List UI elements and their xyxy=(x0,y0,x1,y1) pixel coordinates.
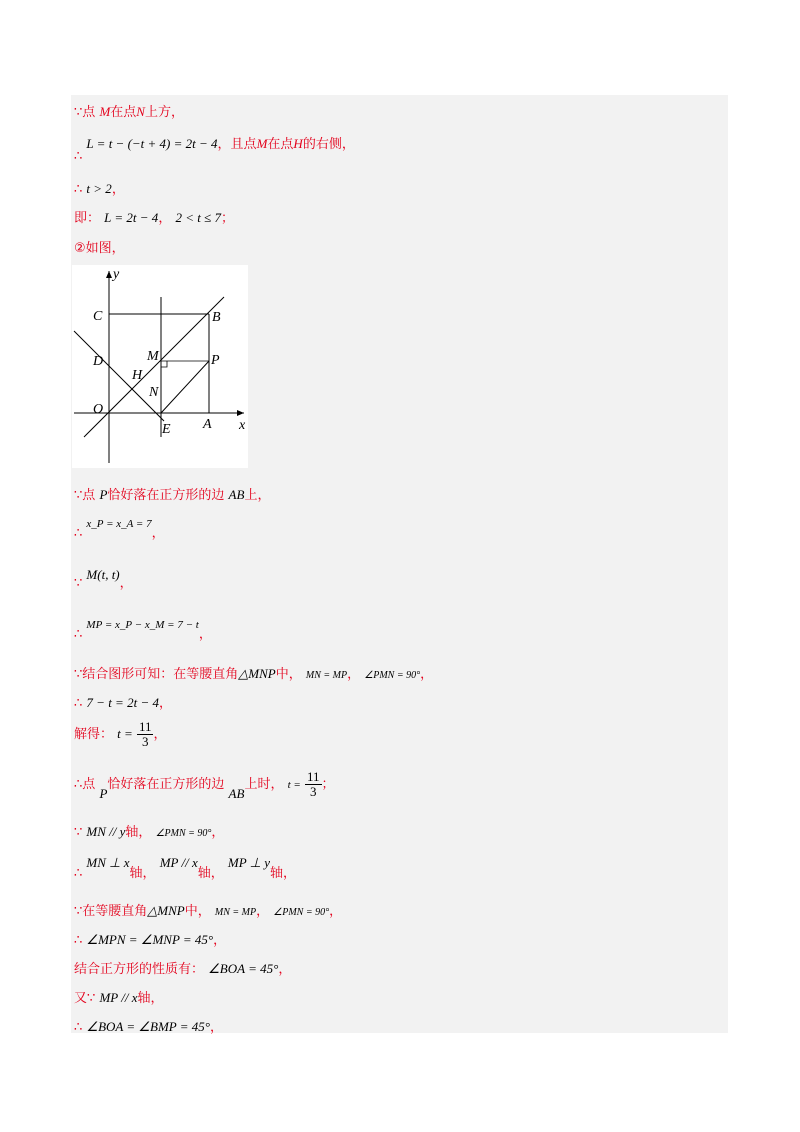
text: ， xyxy=(420,667,434,682)
text: 上， xyxy=(244,488,271,503)
formula-t-gt-2: t > 2 xyxy=(86,181,112,196)
label-a: A xyxy=(203,417,212,432)
text: 解得： xyxy=(74,727,114,742)
x-axis-arrow xyxy=(237,410,244,416)
text: 在点 xyxy=(110,105,137,120)
line-19 xyxy=(74,987,163,1006)
formula-mn-perp-x: MN ⊥ x xyxy=(86,855,130,870)
therefore-symbol: ∴ xyxy=(74,696,83,711)
line-15 xyxy=(74,852,297,881)
var-ab: AB xyxy=(228,786,245,801)
line-17 xyxy=(74,929,226,948)
text: ， xyxy=(158,211,172,226)
text: 即： xyxy=(74,211,101,226)
label-x: x xyxy=(239,418,246,433)
label-n: N xyxy=(149,385,159,400)
because-symbol: ∵ xyxy=(74,667,83,682)
text: 轴， xyxy=(129,866,156,881)
text: 点 xyxy=(82,105,96,120)
line-4 xyxy=(74,207,234,226)
text: ， xyxy=(158,696,172,711)
formula-angle-bmp: ∠BOA = ∠BMP = 45° xyxy=(86,1019,210,1034)
formula-angle-pmn: ∠PMN = 90° xyxy=(273,907,330,918)
text: 点 xyxy=(82,777,96,792)
var-p: P xyxy=(99,487,108,502)
var-h: H xyxy=(293,136,303,151)
line-7 xyxy=(74,512,165,541)
label-p: P xyxy=(211,353,220,368)
therefore-symbol: ∴ xyxy=(74,627,83,642)
because-symbol: ∵ xyxy=(74,105,83,120)
formula-mp: MP = x_P − x_M = 7 − t xyxy=(86,619,199,631)
formula-mp-perp-y: MP ⊥ y xyxy=(227,855,271,870)
therefore-symbol: ∴ xyxy=(74,933,83,948)
therefore-symbol: ∴ xyxy=(74,182,83,197)
because-symbol: ∵ xyxy=(87,991,96,1006)
text: ， xyxy=(278,962,292,977)
therefore-symbol: ∴ xyxy=(74,149,83,164)
text: ， xyxy=(213,933,227,948)
label-d: D xyxy=(93,354,104,369)
formula-xp: x_P = x_A = 7 xyxy=(86,518,152,530)
line-14 xyxy=(74,821,224,840)
therefore-symbol: ∴ xyxy=(74,866,83,881)
line-3 xyxy=(74,178,125,197)
because-symbol: ∵ xyxy=(74,825,83,840)
line-10 xyxy=(74,663,433,682)
label-m: M xyxy=(147,349,159,364)
because-symbol: ∵ xyxy=(74,576,83,591)
text: 在等腰直角 xyxy=(82,904,148,919)
right-angle-mark xyxy=(161,361,167,367)
text: 结合正方形的性质有： xyxy=(74,962,205,977)
text: ， xyxy=(153,727,167,742)
text: 上时， xyxy=(244,777,284,792)
label-y: y xyxy=(113,267,120,282)
formula-angle-pmn: ∠PMN = 90° xyxy=(364,670,421,681)
because-symbol: ∵ xyxy=(74,904,83,919)
numerator: 11 xyxy=(306,769,320,784)
line-18 xyxy=(74,958,291,977)
text: 的右侧， xyxy=(302,137,355,152)
therefore-symbol: ∴ xyxy=(74,526,83,541)
text: 恰好落在正方形的边 xyxy=(107,777,225,792)
text: ； xyxy=(221,211,235,226)
line-1 xyxy=(74,101,184,120)
formula-angles-45: ∠MPN = ∠MNP = 45° xyxy=(86,932,214,947)
line-6 xyxy=(74,484,270,503)
formula-t-eq: t = xyxy=(287,779,301,791)
text: 轴， xyxy=(137,991,164,1006)
text: ， xyxy=(119,576,133,591)
formula-l-eq: L = 2t − 4 xyxy=(104,210,159,225)
triangle-mnp: △MNP xyxy=(238,666,276,681)
line-dhne xyxy=(74,331,164,421)
text: 在点 xyxy=(267,137,294,152)
text: ， xyxy=(347,667,361,682)
text: ， xyxy=(329,904,343,919)
text: ， xyxy=(211,825,225,840)
line-20 xyxy=(74,1016,223,1035)
line-12 xyxy=(74,720,166,749)
text: 轴， xyxy=(197,866,224,881)
label-b: B xyxy=(212,310,221,325)
formula-t-eq: t = xyxy=(117,726,133,741)
numerator: 11 xyxy=(138,719,152,734)
line-16 xyxy=(74,900,342,919)
coordinate-diagram xyxy=(72,265,248,468)
line-11 xyxy=(74,692,172,711)
formula-m-coord: M(t, t) xyxy=(86,567,120,582)
var-n: N xyxy=(136,104,145,119)
y-axis-arrow xyxy=(106,271,112,278)
text: 中， xyxy=(184,904,211,919)
formula-mn-parallel-y: MN // y xyxy=(86,824,126,839)
line-5 xyxy=(74,237,125,256)
formula-range: 2 < t ≤ 7 xyxy=(175,210,221,225)
line-13 xyxy=(74,770,335,799)
text: ， xyxy=(256,904,270,919)
text: ， xyxy=(151,526,165,541)
formula-equation: 7 − t = 2t − 4 xyxy=(86,695,159,710)
segment-np xyxy=(161,361,209,413)
text: 点 xyxy=(82,488,96,503)
formula-angle-boa: ∠BOA = 45° xyxy=(208,961,279,976)
text: 恰好落在正方形的边 xyxy=(107,488,225,503)
text: ； xyxy=(321,777,335,792)
formula-mn-eq-mp: MN = MP xyxy=(214,907,257,918)
triangle-mnp: △MNP xyxy=(147,903,185,918)
therefore-symbol: ∴ xyxy=(74,1020,83,1035)
line-2 xyxy=(74,133,355,164)
geometry-figure xyxy=(72,265,248,468)
text: ， xyxy=(111,182,125,197)
var-ab: AB xyxy=(228,487,245,502)
text: ， xyxy=(210,1020,224,1035)
text: ②如图， xyxy=(74,241,125,256)
line-8 xyxy=(74,564,133,591)
var-m: M xyxy=(256,136,268,151)
formula-angle-pmn: ∠PMN = 90° xyxy=(155,828,212,839)
denominator: 3 xyxy=(141,734,149,749)
formula-mp-parallel-x: MP // x xyxy=(159,855,198,870)
fraction-11-3 xyxy=(305,770,322,799)
text: 上方， xyxy=(144,105,184,120)
text: 又 xyxy=(74,991,88,1006)
label-c: C xyxy=(93,309,103,324)
formula-l: L = t − (−t + 4) = 2t − 4 xyxy=(86,136,218,151)
text: 轴， xyxy=(125,825,152,840)
fraction-11-3 xyxy=(137,720,154,749)
line-9 xyxy=(74,613,212,642)
label-o: O xyxy=(93,402,104,417)
text: ，且点 xyxy=(217,137,257,152)
formula-mn-eq-mp: MN = MP xyxy=(305,670,348,681)
label-e: E xyxy=(162,422,171,437)
var-m: M xyxy=(99,104,111,119)
text: ， xyxy=(198,627,212,642)
formula-mp-parallel-x: MP // x xyxy=(99,990,138,1005)
label-h: H xyxy=(132,368,143,383)
therefore-symbol: ∴ xyxy=(74,777,83,792)
var-p: P xyxy=(99,786,108,801)
denominator: 3 xyxy=(309,784,317,799)
text: 中， xyxy=(275,667,302,682)
text: 结合图形可知：在等腰直角 xyxy=(82,667,239,682)
text: 轴， xyxy=(270,866,297,881)
solution-panel xyxy=(71,95,728,1033)
because-symbol: ∵ xyxy=(74,488,83,503)
